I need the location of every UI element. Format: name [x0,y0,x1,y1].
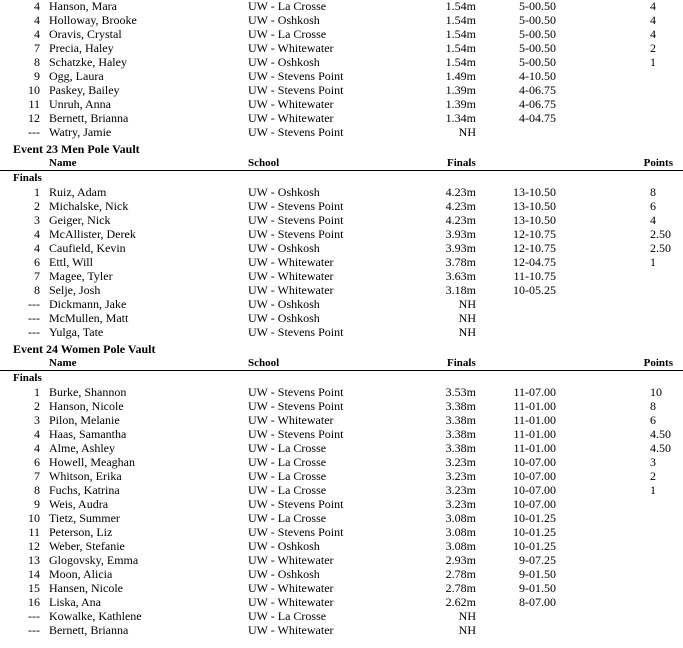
result-row [0,413,683,427]
result-row [0,41,683,55]
points-cell: 4.50 [650,427,671,441]
athlete-name: Peterson, Liz [49,525,113,539]
result-row [0,227,683,241]
school-name: UW - La Crosse [248,609,327,623]
school-name: UW - Whitewater [248,255,334,269]
feet-inches-mark: 5-00.50 [519,41,556,55]
result-row [0,199,683,213]
result-row [0,553,683,567]
athlete-name: McMullen, Matt [49,311,129,325]
feet-inches-mark: 13-10.50 [513,199,556,213]
school-name: UW - Oshkosh [248,13,320,27]
athlete-name: Yulga, Tate [49,325,104,339]
place-cell: --- [28,609,40,623]
feet-inches-mark: 11-10.75 [513,269,556,283]
points-cell: 4.50 [650,441,671,455]
points-column-header: Points [643,157,673,169]
finals-mark: 1.39m [445,83,476,97]
athlete-name: Pilon, Melanie [49,413,120,427]
place-cell: --- [28,125,40,139]
result-row [0,27,683,41]
school-name: UW - La Crosse [248,511,327,525]
finals-mark: 2.78m [445,581,476,595]
event-24-title: Event 24 Women Pole Vault [13,342,156,356]
result-row [0,497,683,511]
result-row [0,0,683,13]
school-name: UW - Oshkosh [248,311,320,325]
school-name: UW - Whitewater [248,283,334,297]
place-cell: 8 [34,483,40,497]
school-name: UW - La Crosse [248,455,327,469]
school-name: UW - Stevens Point [248,325,344,339]
feet-inches-mark: 12-04.75 [513,255,556,269]
athlete-name: Caufield, Kevin [49,241,126,255]
finals-mark: 3.08m [445,511,476,525]
athlete-name: Fuchs, Katrina [49,483,120,497]
points-cell: 8 [650,399,656,413]
result-row [0,511,683,525]
athlete-name: Hanson, Nicole [49,399,124,413]
school-name: UW - La Crosse [248,441,327,455]
points-cell: 2.50 [650,241,671,255]
finals-mark: 1.54m [445,13,476,27]
finals-column-header: Finals [447,357,476,369]
finals-mark: NH [458,325,476,339]
school-name: UW - Whitewater [248,553,334,567]
feet-inches-mark: 11-01.00 [513,427,556,441]
athlete-name: Liska, Ana [49,595,101,609]
finals-mark: 3.63m [445,269,476,283]
finals-mark: 3.38m [445,441,476,455]
finals-mark: 1.54m [445,41,476,55]
school-name: UW - Whitewater [248,581,334,595]
school-name: UW - Oshkosh [248,241,320,255]
place-cell: 6 [34,255,40,269]
school-name: UW - Whitewater [248,111,334,125]
feet-inches-mark: 9-01.50 [519,567,556,581]
feet-inches-mark: 12-10.75 [513,227,556,241]
result-row [0,325,683,339]
school-name: UW - Oshkosh [248,297,320,311]
athlete-name: Paskey, Bailey [49,83,120,97]
finals-mark: 3.93m [445,227,476,241]
event-24-results [0,385,683,637]
place-cell: 3 [34,413,40,427]
feet-inches-mark: 8-07.00 [519,595,556,609]
feet-inches-mark: 10-07.00 [513,469,556,483]
athlete-name: Whitson, Erika [49,469,122,483]
finals-mark: 2.62m [445,595,476,609]
finals-mark: NH [458,311,476,325]
points-cell: 1 [650,483,656,497]
school-column-header: School [248,157,280,169]
place-cell: 8 [34,55,40,69]
school-name: UW - Stevens Point [248,125,344,139]
finals-mark: 3.78m [445,255,476,269]
place-cell: 4 [34,227,40,241]
finals-mark: 3.08m [445,525,476,539]
school-name: UW - Oshkosh [248,567,320,581]
finals-mark: NH [458,623,476,637]
athlete-name: Dickmann, Jake [49,297,127,311]
result-row [0,539,683,553]
athlete-name: Howell, Meaghan [49,455,135,469]
finals-mark: NH [458,297,476,311]
feet-inches-mark: 10-05.25 [513,283,556,297]
finals-mark: 3.23m [445,469,476,483]
school-column-header: School [248,357,280,369]
place-cell: 6 [34,455,40,469]
finals-mark: 3.23m [445,455,476,469]
feet-inches-mark: 10-07.00 [513,483,556,497]
place-cell: --- [28,297,40,311]
feet-inches-mark: 4-06.75 [519,97,556,111]
school-name: UW - Whitewater [248,595,334,609]
finals-mark: 3.08m [445,539,476,553]
place-cell: 11 [28,525,40,539]
feet-inches-mark: 11-01.00 [513,413,556,427]
result-row [0,13,683,27]
finals-mark: 2.78m [445,567,476,581]
place-cell: 4 [34,0,40,13]
points-cell: 4 [650,0,656,13]
points-column-header: Points [643,357,673,369]
place-cell: 7 [34,41,40,55]
school-name: UW - Whitewater [248,41,334,55]
athlete-name: Hansen, Nicole [49,581,123,595]
finals-mark: 4.23m [445,199,476,213]
athlete-name: Geiger, Nick [49,213,111,227]
place-cell: 11 [28,97,40,111]
school-name: UW - Whitewater [248,623,334,637]
athlete-name: Holloway, Brooke [49,13,137,27]
finals-mark: 1.39m [445,97,476,111]
athlete-name: Bernett, Brianna [49,623,129,637]
points-cell: 3 [650,455,656,469]
feet-inches-mark: 11-01.00 [513,441,556,455]
school-name: UW - Stevens Point [248,83,344,97]
event-24-column-header [0,356,683,371]
finals-mark: 3.38m [445,399,476,413]
athlete-name: Moon, Alicia [49,567,113,581]
finals-mark: 3.38m [445,427,476,441]
result-row [0,595,683,609]
school-name: UW - Whitewater [248,97,334,111]
place-cell: 12 [28,111,40,125]
school-name: UW - Stevens Point [248,399,344,413]
finals-mark: 1.34m [445,111,476,125]
points-cell: 1 [650,255,656,269]
result-row [0,399,683,413]
result-row [0,623,683,637]
athlete-name: Tietz, Summer [49,511,120,525]
place-cell: 8 [34,283,40,297]
result-row [0,609,683,623]
athlete-name: Watry, Jamie [49,125,112,139]
name-column-header: Name [49,157,77,169]
feet-inches-mark: 4-10.50 [519,69,556,83]
feet-inches-mark: 11-01.00 [513,399,556,413]
result-row [0,455,683,469]
athlete-name: Selje, Josh [49,283,101,297]
feet-inches-mark: 4-06.75 [519,83,556,97]
points-cell: 6 [650,413,656,427]
athlete-name: McAllister, Derek [49,227,136,241]
feet-inches-mark: 9-07.25 [519,553,556,567]
school-name: UW - Whitewater [248,413,334,427]
athlete-name: Michalske, Nick [49,199,129,213]
result-row [0,427,683,441]
result-row [0,83,683,97]
place-cell: 16 [28,595,40,609]
points-cell: 4 [650,213,656,227]
athlete-name: Ettl, Will [49,255,93,269]
athlete-name: Magee, Tyler [49,269,113,283]
points-cell: 4 [650,13,656,27]
school-name: UW - Stevens Point [248,427,344,441]
place-cell: 3 [34,213,40,227]
place-cell: 4 [34,441,40,455]
athlete-name: Ogg, Laura [49,69,104,83]
school-name: UW - Stevens Point [248,227,344,241]
finals-mark: 4.23m [445,213,476,227]
result-row [0,55,683,69]
points-cell: 10 [650,385,662,399]
feet-inches-mark: 10-01.25 [513,511,556,525]
points-cell: 2.50 [650,227,671,241]
feet-inches-mark: 10-01.25 [513,525,556,539]
feet-inches-mark: 5-00.50 [519,55,556,69]
result-row [0,567,683,581]
athlete-name: Schatzke, Haley [49,55,127,69]
result-row [0,255,683,269]
place-cell: 7 [34,469,40,483]
school-name: UW - Stevens Point [248,497,344,511]
result-row [0,185,683,199]
finals-mark: 1.54m [445,0,476,13]
result-row [0,97,683,111]
feet-inches-mark: 10-07.00 [513,497,556,511]
feet-inches-mark: 9-01.50 [519,581,556,595]
place-cell: 7 [34,269,40,283]
school-name: UW - La Crosse [248,469,327,483]
place-cell: 4 [34,427,40,441]
result-row [0,385,683,399]
finals-mark: 1.54m [445,27,476,41]
result-row [0,241,683,255]
event-23-results [0,185,683,339]
athlete-name: Unruh, Anna [49,97,111,111]
finals-mark: 3.93m [445,241,476,255]
result-row [0,269,683,283]
school-name: UW - Stevens Point [248,385,344,399]
place-cell: 1 [34,385,40,399]
result-row [0,311,683,325]
finals-mark: 3.53m [445,385,476,399]
place-cell: 14 [28,567,40,581]
athlete-name: Precia, Haley [49,41,114,55]
place-cell: 2 [34,399,40,413]
feet-inches-mark: 5-00.50 [519,27,556,41]
school-name: UW - Oshkosh [248,55,320,69]
place-cell: 1 [34,185,40,199]
athlete-name: Weber, Stefanie [49,539,125,553]
athlete-name: Ruiz, Adam [49,185,107,199]
feet-inches-mark: 13-10.50 [513,213,556,227]
place-cell: 2 [34,199,40,213]
finals-mark: 3.18m [445,283,476,297]
school-name: UW - Whitewater [248,269,334,283]
place-cell: --- [28,623,40,637]
prior-event-results [0,0,683,139]
school-name: UW - Stevens Point [248,199,344,213]
place-cell: 10 [28,83,40,97]
event-23-column-header [0,156,683,171]
athlete-name: Alme, Ashley [49,441,115,455]
event-23-title: Event 23 Men Pole Vault [13,142,140,156]
result-row [0,441,683,455]
result-row [0,213,683,227]
result-row [0,297,683,311]
place-cell: --- [28,325,40,339]
school-name: UW - Oshkosh [248,539,320,553]
result-row [0,483,683,497]
place-cell: 13 [28,553,40,567]
points-cell: 4 [650,27,656,41]
finals-mark: 1.54m [445,55,476,69]
finals-mark: NH [458,609,476,623]
place-cell: 4 [34,13,40,27]
result-row [0,525,683,539]
feet-inches-mark: 12-10.75 [513,241,556,255]
result-row [0,283,683,297]
athlete-name: Bernett, Brianna [49,111,129,125]
finals-mark: 3.23m [445,497,476,511]
athlete-name: Oravis, Crystal [49,27,122,41]
finals-column-header: Finals [447,157,476,169]
feet-inches-mark: 13-10.50 [513,185,556,199]
name-column-header: Name [49,357,77,369]
result-row [0,111,683,125]
points-cell: 8 [650,185,656,199]
place-cell: 10 [28,511,40,525]
athlete-name: Burke, Shannon [49,385,127,399]
school-name: UW - La Crosse [248,0,327,13]
result-row [0,69,683,83]
finals-mark: NH [458,125,476,139]
place-cell: 15 [28,581,40,595]
school-name: UW - La Crosse [248,483,327,497]
athlete-name: Haas, Samantha [49,427,127,441]
result-row [0,125,683,139]
place-cell: --- [28,311,40,325]
place-cell: 9 [34,69,40,83]
finals-mark: 1.49m [445,69,476,83]
event-23-round-label: Finals [13,172,42,184]
place-cell: 12 [28,539,40,553]
athlete-name: Glogovsky, Emma [49,553,139,567]
finals-mark: 3.23m [445,483,476,497]
points-cell: 2 [650,469,656,483]
finals-mark: 4.23m [445,185,476,199]
place-cell: 4 [34,27,40,41]
athlete-name: Weis, Audra [49,497,109,511]
athlete-name: Hanson, Mara [49,0,117,13]
feet-inches-mark: 10-07.00 [513,455,556,469]
school-name: UW - Oshkosh [248,185,320,199]
points-cell: 2 [650,41,656,55]
feet-inches-mark: 5-00.50 [519,0,556,13]
feet-inches-mark: 4-04.75 [519,111,556,125]
feet-inches-mark: 5-00.50 [519,13,556,27]
athlete-name: Kowalke, Kathlene [49,609,142,623]
event-24-round-label: Finals [13,372,42,384]
school-name: UW - La Crosse [248,27,327,41]
result-row [0,469,683,483]
school-name: UW - Stevens Point [248,525,344,539]
finals-mark: 3.38m [445,413,476,427]
finals-mark: 2.93m [445,553,476,567]
feet-inches-mark: 10-01.25 [513,539,556,553]
points-cell: 1 [650,55,656,69]
feet-inches-mark: 11-07.00 [513,385,556,399]
school-name: UW - Stevens Point [248,69,344,83]
result-row [0,581,683,595]
place-cell: 4 [34,241,40,255]
place-cell: 9 [34,497,40,511]
points-cell: 6 [650,199,656,213]
school-name: UW - Stevens Point [248,213,344,227]
